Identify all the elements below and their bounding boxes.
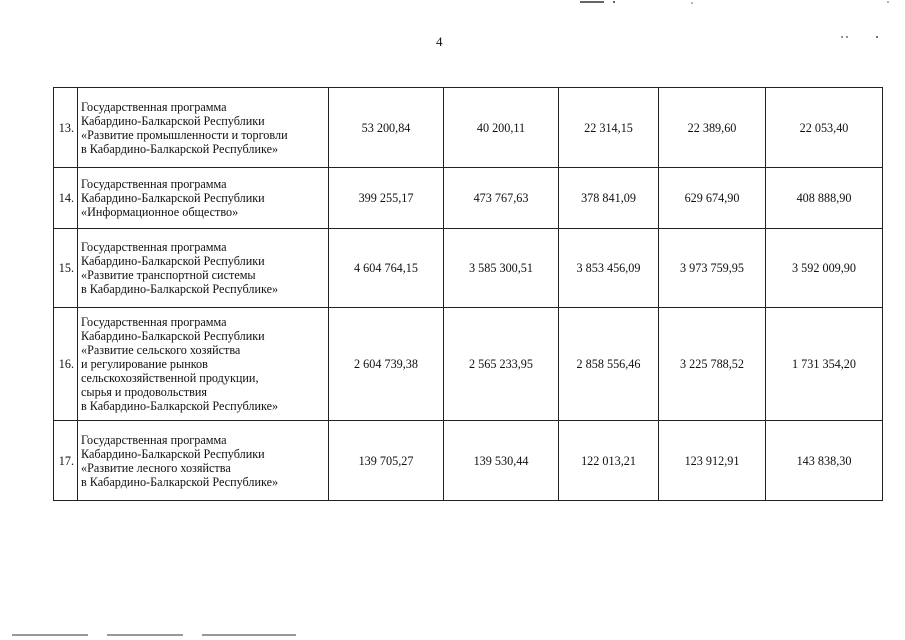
table-row — [54, 229, 883, 308]
value-cell: 378 841,09 — [559, 168, 659, 229]
program-name-line: сельскохозяйственной продукции, — [81, 371, 259, 385]
value-cell: 2 858 556,46 — [559, 308, 659, 421]
program-name-line: «Развитие лесного хозяйства — [81, 460, 231, 475]
value-cell: 3 585 300,51 — [444, 229, 559, 308]
program-name-line: Кабардино-Балкарской Республики — [81, 113, 265, 128]
program-name-line: в Кабардино-Балкарской Республике» — [81, 141, 279, 156]
program-name — [78, 308, 329, 421]
program-name — [78, 168, 329, 229]
program-name-line: «Развитие промышленности и торговли — [81, 127, 288, 142]
program-name-line: в Кабардино-Балкарской Республике» — [81, 282, 279, 296]
program-name-line: сырья и продовольствия — [81, 385, 207, 399]
value-cell: 3 973 759,95 — [659, 229, 766, 308]
row-number: 14. — [54, 168, 78, 229]
value-cell: 2 565 233,95 — [444, 308, 559, 421]
page-number: 4 — [436, 34, 443, 49]
value-cell: 3 225 788,52 — [659, 308, 766, 421]
program-name-line: «Развитие сельского хозяйства — [81, 343, 241, 357]
row-number: 13. — [54, 88, 78, 168]
value-cell: 22 053,40 — [766, 88, 883, 168]
program-name-line: в Кабардино-Балкарской Республике» — [81, 399, 279, 413]
value-cell: 22 389,60 — [659, 88, 766, 168]
value-cell: 143 838,30 — [766, 421, 883, 501]
program-name — [78, 421, 329, 501]
value-cell: 1 731 354,20 — [766, 308, 883, 421]
program-name-line: Кабардино-Балкарской Республики — [81, 254, 265, 268]
value-cell: 22 314,15 — [559, 88, 659, 168]
program-name-line: «Информационное общество» — [81, 205, 239, 219]
value-cell: 408 888,90 — [766, 168, 883, 229]
table-row — [54, 421, 883, 501]
program-name — [78, 88, 329, 168]
program-name-line: Кабардино-Балкарской Республики — [81, 191, 265, 205]
value-cell: 40 200,11 — [444, 88, 559, 168]
row-number: 15. — [54, 229, 78, 308]
value-cell: 123 912,91 — [659, 421, 766, 501]
program-name-line: Кабардино-Балкарской Республики — [81, 329, 265, 343]
program-name-line: «Развитие транспортной системы — [81, 268, 256, 282]
value-cell: 2 604 739,38 — [329, 308, 444, 421]
budget-table — [53, 87, 883, 501]
value-cell: 3 592 009,90 — [766, 229, 883, 308]
program-name-line: в Кабардино-Балкарской Республике» — [81, 474, 279, 489]
table-row — [54, 168, 883, 229]
program-name — [78, 229, 329, 308]
table-row — [54, 308, 883, 421]
value-cell: 3 853 456,09 — [559, 229, 659, 308]
program-name-line: Кабардино-Балкарской Республики — [81, 446, 265, 461]
value-cell: 399 255,17 — [329, 168, 444, 229]
program-name-line: и регулирование рынков — [81, 357, 208, 371]
program-name-line: Государственная программа — [81, 177, 227, 191]
program-name-line: Государственная программа — [81, 99, 227, 114]
row-number: 16. — [54, 308, 78, 421]
value-cell: 122 013,21 — [559, 421, 659, 501]
program-name-line: Государственная программа — [81, 432, 227, 447]
program-name-line: Государственная программа — [81, 240, 227, 254]
value-cell: 139 530,44 — [444, 421, 559, 501]
value-cell: 629 674,90 — [659, 168, 766, 229]
value-cell: 473 767,63 — [444, 168, 559, 229]
program-name-line: Государственная программа — [81, 315, 227, 329]
value-cell: 139 705,27 — [329, 421, 444, 501]
value-cell: 53 200,84 — [329, 88, 444, 168]
value-cell: 4 604 764,15 — [329, 229, 444, 308]
row-number: 17. — [54, 421, 78, 501]
table-row — [54, 88, 883, 168]
